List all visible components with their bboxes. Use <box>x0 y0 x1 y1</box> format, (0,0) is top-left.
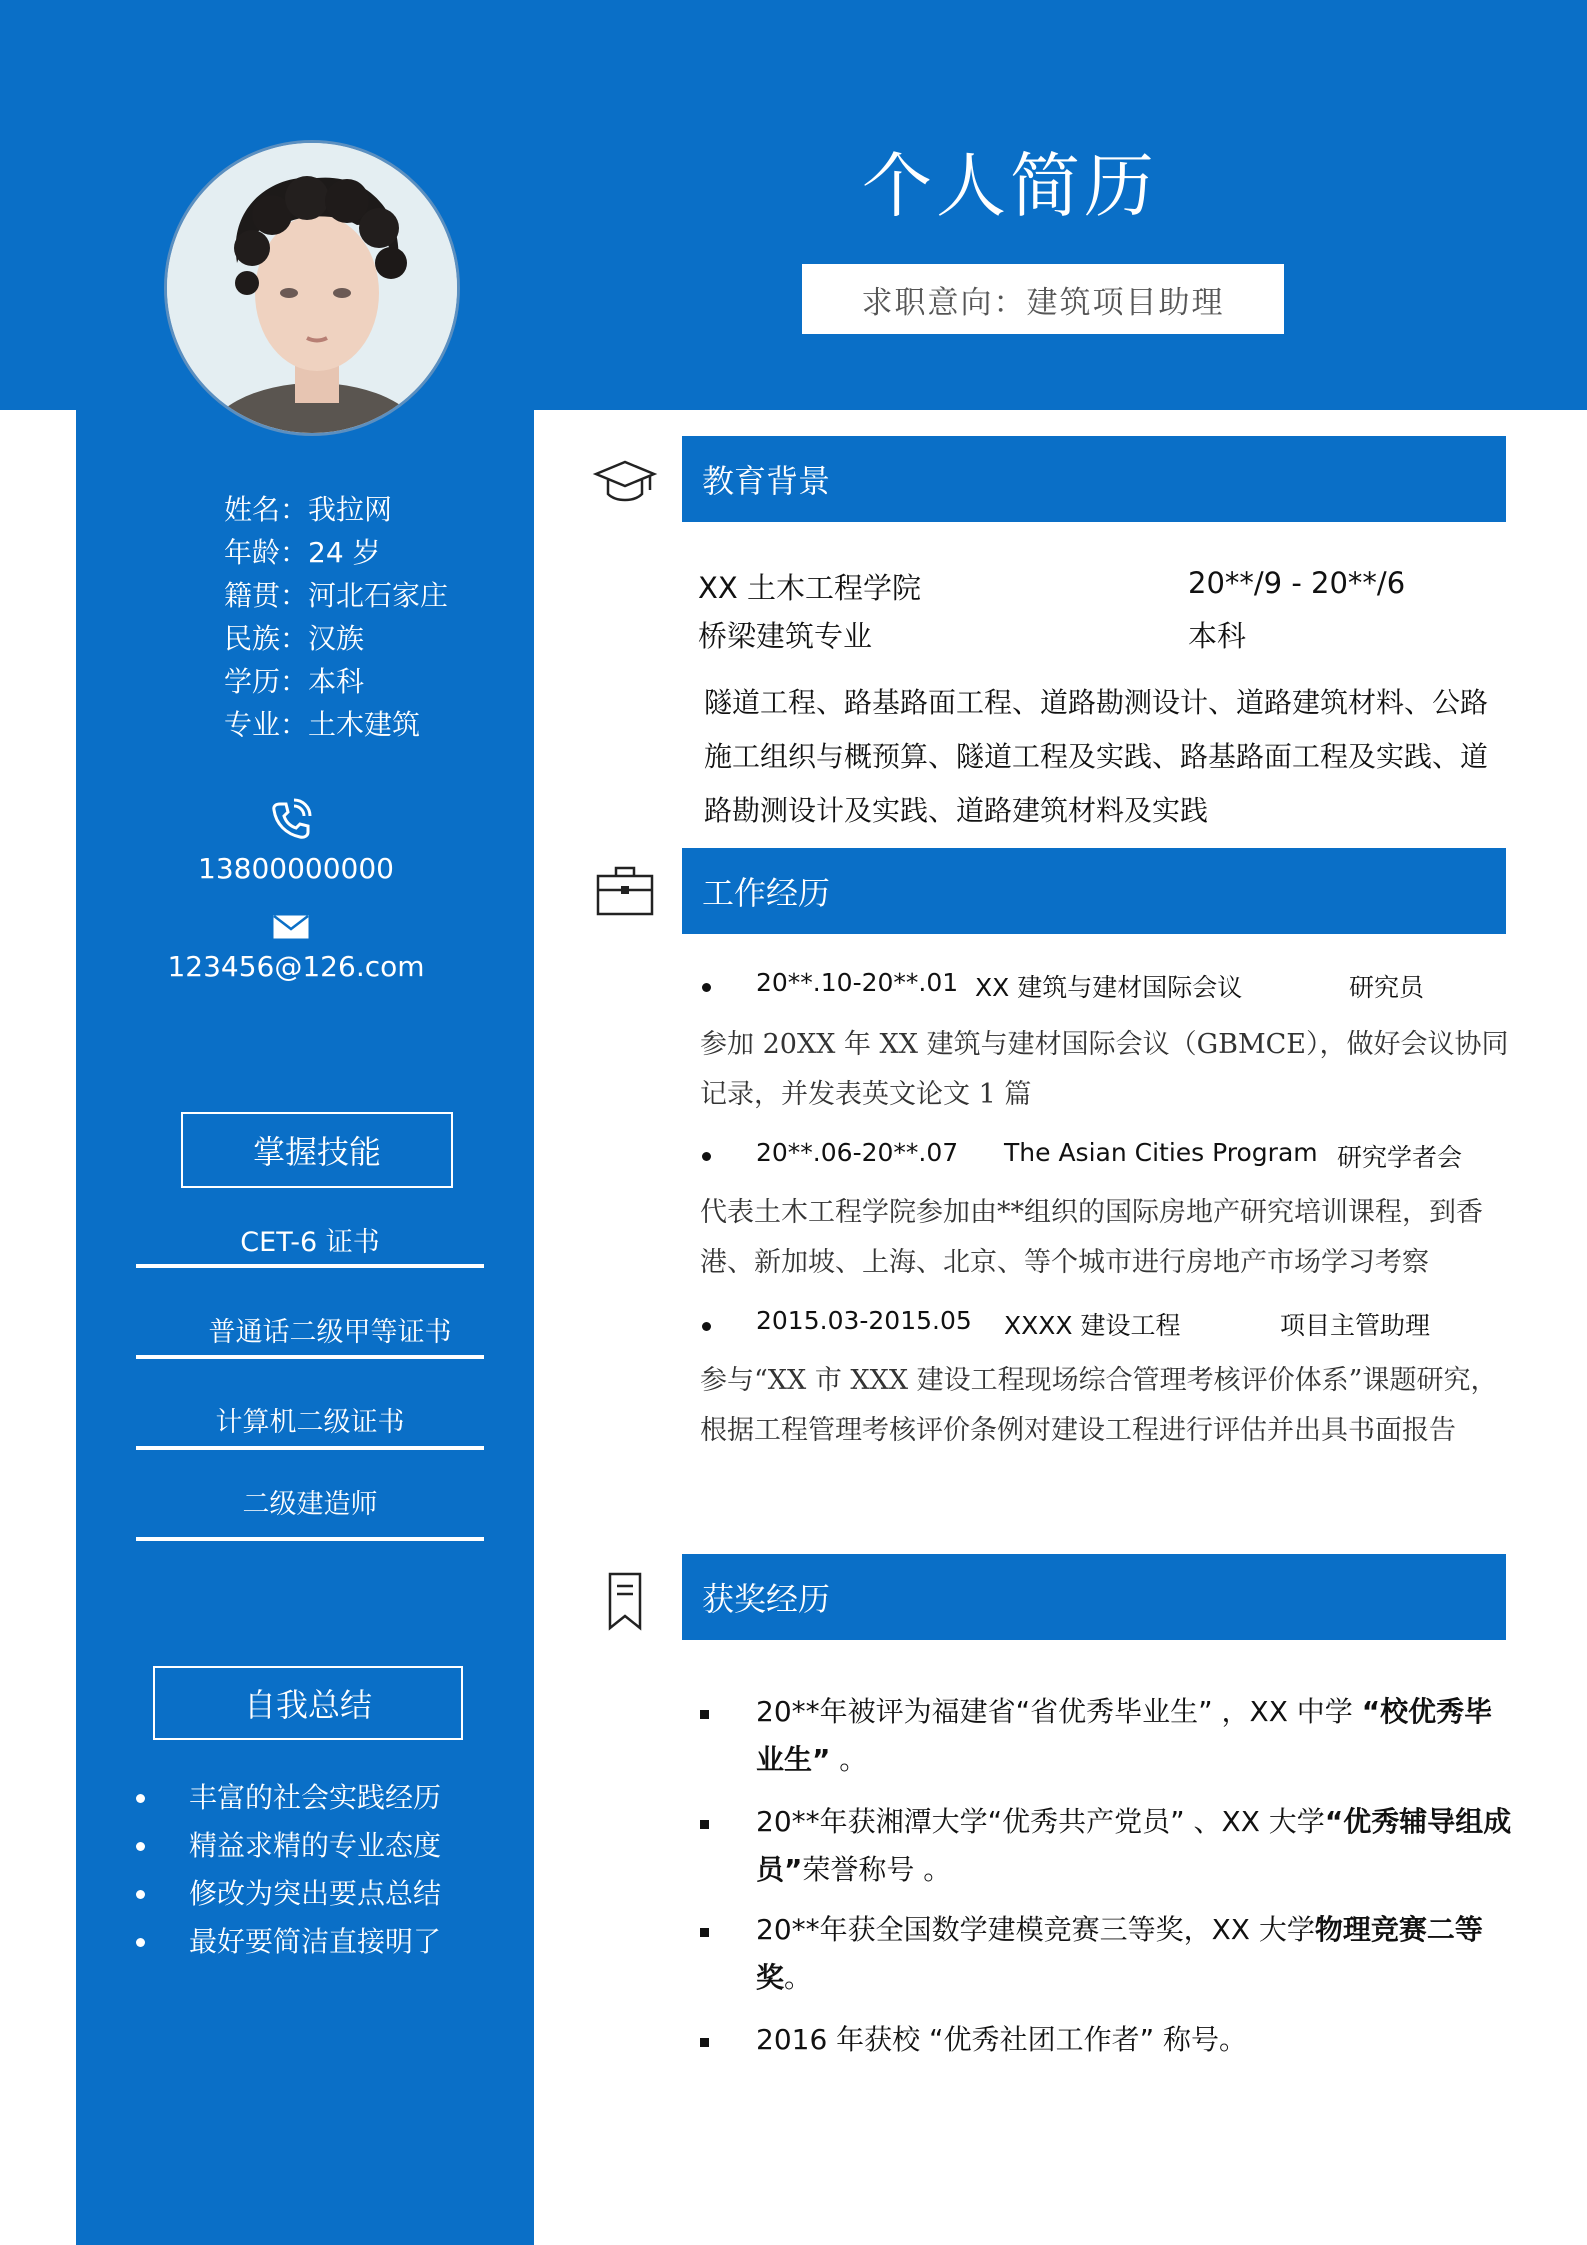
award-text: 20**年被评为福建省“省优秀毕业生” ，XX 中学 <box>756 1695 1362 1728</box>
job-role: 研究学者会 <box>1337 1143 1463 1172</box>
summary-item: 丰富的社会实践经历 <box>189 1781 442 1814</box>
award-text: 20**年获湘潭大学“优秀共产党员” 、XX 大学 <box>756 1805 1325 1838</box>
job-role: 项目主管助理 <box>1280 1311 1431 1340</box>
bullet <box>702 1152 711 1161</box>
education-title: 教育背景 <box>702 462 831 500</box>
briefcase-icon <box>592 860 658 926</box>
major-name: 桥梁建筑专业 <box>698 619 873 653</box>
job-intent: 求职意向：建筑项目助理 <box>861 284 1225 321</box>
info-name: 姓名：我拉网 <box>224 493 393 526</box>
job-org: The Asian Cities Program <box>1004 1138 1318 1167</box>
page-title: 个人简历 <box>862 145 1158 227</box>
education-period: 20**/9 - 20**/6 <box>1188 566 1406 600</box>
award-item <box>756 1906 1516 2002</box>
skills-title-box <box>181 1112 453 1188</box>
list-item <box>132 1822 441 1870</box>
bookmark-icon <box>592 1570 658 1636</box>
job-description: 参与“XX 市 XXX 建设工程现场综合管理考核评价体系”课题研究，根据工程管理考核评价条例对建设工程进行评估并出具书面报告 <box>700 1365 1498 1446</box>
list-item <box>132 1918 441 1966</box>
school-name: XX 土木工程学院 <box>698 571 921 605</box>
skill-item: CET-6 证书 <box>240 1227 380 1258</box>
phone-number: 13800000000 <box>198 852 394 885</box>
job-date: 20**.06-20**.07 <box>756 1138 959 1167</box>
list-item <box>132 1870 441 1918</box>
personal-info <box>224 488 448 746</box>
award-tail: 。 <box>830 1743 868 1776</box>
graduation-cap-icon <box>592 450 658 516</box>
phone-icon <box>268 798 312 846</box>
summary-item: 最好要简洁直接明了 <box>189 1925 442 1958</box>
award-item <box>756 1688 1516 1784</box>
bullet <box>700 1820 709 1829</box>
job-description: 代表土木工程学院参加由**组织的国际房地产研究培训课程，到香港、新加坡、上海、北京、等个城市进行房地产市场学习考察 <box>700 1197 1483 1278</box>
info-education: 学历：本科 <box>224 665 365 698</box>
email-address: 123456@126.com <box>167 950 425 983</box>
award-tail: 荣誉称号 。 <box>802 1853 952 1886</box>
list-item <box>132 1774 441 1822</box>
info-age: 年龄：24 岁 <box>224 536 381 569</box>
info-hometown: 籍贯：河北石家庄 <box>224 579 449 612</box>
divider <box>136 1355 484 1359</box>
summary-title-box <box>153 1666 463 1740</box>
portrait-photo <box>167 143 460 436</box>
bullet <box>702 1322 711 1331</box>
award-highlight: 物理竞赛二等奖 <box>756 1913 1483 1994</box>
skill-item: 普通话二级甲等证书 <box>208 1317 452 1348</box>
summary-item: 修改为突出要点总结 <box>189 1877 442 1910</box>
skills-title: 掌握技能 <box>252 1133 381 1171</box>
divider <box>136 1537 484 1541</box>
divider <box>136 1446 484 1450</box>
job-date: 2015.03-2015.05 <box>756 1306 972 1335</box>
award-tail: 。 <box>784 1961 813 1994</box>
award-highlight: “优秀辅导组成员” <box>756 1805 1512 1886</box>
info-major: 专业：土木建筑 <box>224 708 421 741</box>
work-title: 工作经历 <box>702 874 831 912</box>
job-org: XX 建筑与建材国际会议 <box>975 973 1243 1002</box>
awards-title: 获奖经历 <box>702 1580 831 1618</box>
summary-title: 自我总结 <box>243 1686 372 1724</box>
job-intent-box <box>802 264 1284 334</box>
work-header <box>682 848 1506 934</box>
award-highlight: “校优秀毕业生” <box>756 1695 1493 1776</box>
job-description: 参加 20XX 年 XX 建筑与建材国际会议（GBMCE），做好会议协同记录，并发表英文论文 1 篇 <box>700 1029 1509 1110</box>
job-role: 研究员 <box>1349 973 1425 1002</box>
profile-photo <box>164 140 460 436</box>
award-item <box>756 2016 1516 2064</box>
degree: 本科 <box>1188 619 1247 653</box>
skill-item: 计算机二级证书 <box>215 1407 405 1438</box>
envelope-icon <box>272 914 310 944</box>
job-org: XXXX 建设工程 <box>1004 1311 1181 1340</box>
bullet <box>702 983 711 992</box>
bullet <box>700 1710 709 1719</box>
divider <box>136 1264 484 1268</box>
info-ethnicity: 民族：汉族 <box>224 622 365 655</box>
award-text: 2016 年获校 “优秀社团工作者” 称号。 <box>756 2023 1247 2056</box>
bullet <box>700 2038 709 2047</box>
job-date: 20**.10-20**.01 <box>756 968 959 997</box>
award-item <box>756 1798 1516 1894</box>
awards-header <box>682 1554 1506 1640</box>
course-list: 隧道工程、路基路面工程、道路勘测设计、道路建筑材料、公路施工组织与概预算、隧道工程及实践、路基路面工程及实践、道路勘测设计及实践、道路建筑材料及实践 <box>704 686 1489 827</box>
education-header <box>682 436 1506 522</box>
summary-item: 精益求精的专业态度 <box>189 1829 442 1862</box>
skill-item: 二级建造师 <box>242 1489 378 1520</box>
award-text: 20**年获全国数学建模竞赛三等奖，XX 大学 <box>756 1913 1315 1946</box>
bullet <box>700 1928 709 1937</box>
summary-list <box>132 1774 441 1966</box>
